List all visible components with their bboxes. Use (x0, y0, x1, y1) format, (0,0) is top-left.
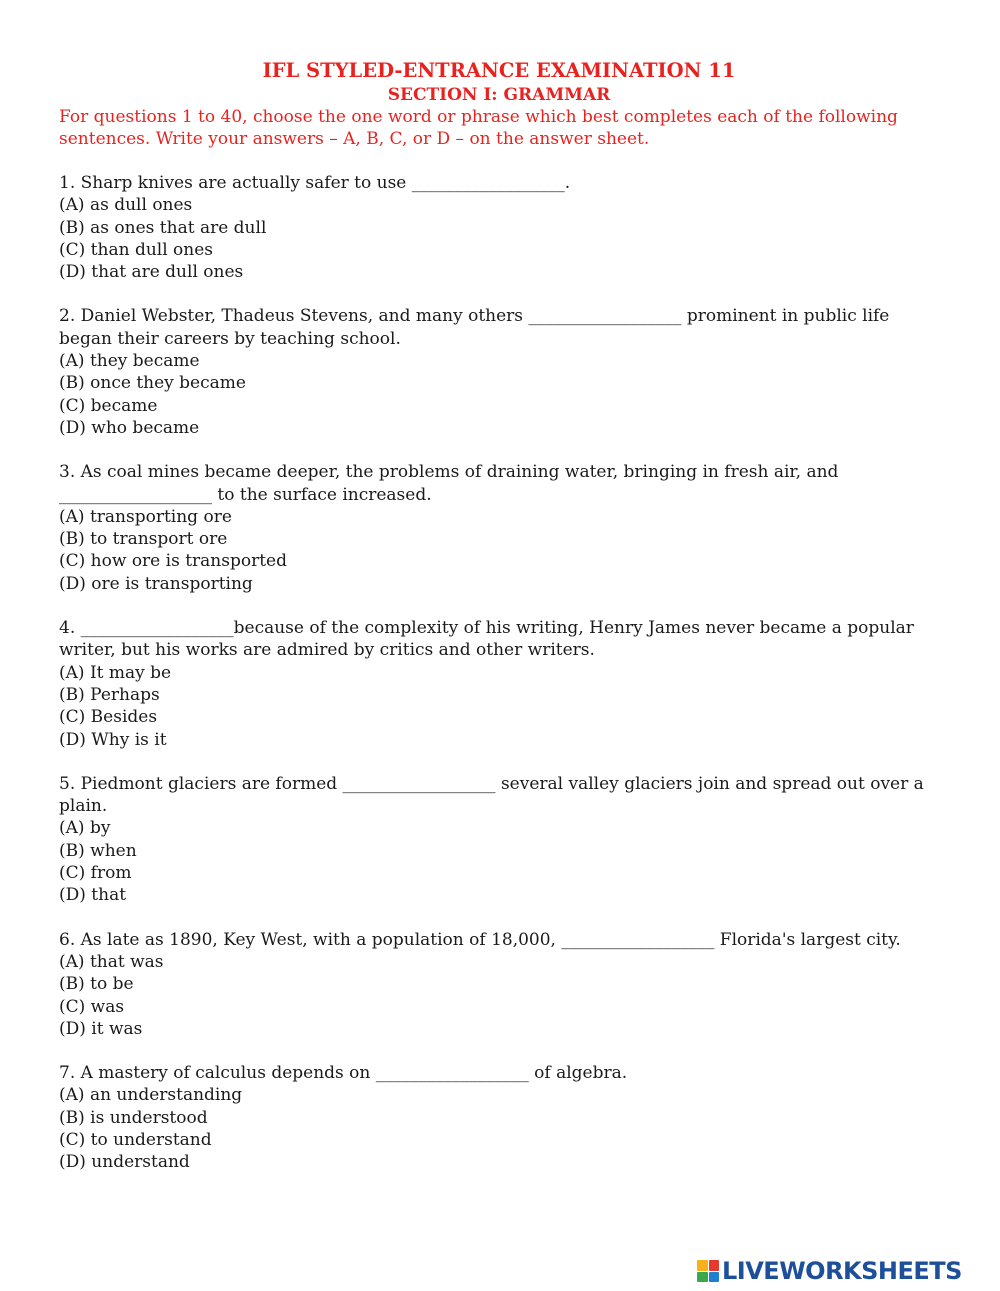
question-7 (59, 1062, 939, 1173)
question-stem: 1. Sharp knives are actually safer to use __________________. (59, 173, 571, 193)
option-a[interactable]: (A) an understanding (59, 1085, 243, 1106)
question-stem: 4. __________________because of the complexity of his writing, Henry James never became a popular writer, but his works are admired by critics and other writers. (59, 618, 914, 661)
option-c[interactable]: (C) became (59, 395, 158, 416)
question-stem: 7. A mastery of calculus depends on __________________ of algebra. (59, 1063, 628, 1084)
option-b[interactable]: (B) is understood (59, 1107, 208, 1128)
question-stem: 6. As late as 1890, Key West, with a population of 18,000, __________________ Florida's largest city. (59, 929, 901, 950)
option-d[interactable]: (D) that (59, 885, 127, 906)
logo-square-green (697, 1272, 708, 1283)
exam-title: IFL STYLED-ENTRANCE EXAMINATION 11 (262, 59, 736, 82)
option-c[interactable]: (C) to understand (59, 1129, 212, 1150)
option-c[interactable]: (C) than dull ones (59, 239, 214, 260)
option-d[interactable]: (D) it was (59, 1018, 143, 1039)
option-b[interactable]: (B) to be (59, 974, 134, 995)
option-b[interactable]: (B) Perhaps (59, 684, 160, 705)
logo-square-blue (709, 1272, 720, 1283)
option-d[interactable]: (D) who became (59, 417, 200, 438)
question-6 (59, 929, 939, 1040)
option-c[interactable]: (C) was (59, 996, 125, 1017)
logo-square-yellow (697, 1260, 708, 1271)
question-stem: 3. As coal mines became deeper, the problems of draining water, bringing in fresh air, and __________________ to the surface increased. (59, 462, 839, 505)
option-b[interactable]: (B) to transport ore (59, 529, 228, 550)
option-d[interactable]: (D) Why is it (59, 729, 167, 750)
instructions: For questions 1 to 40, choose the one word or phrase which best completes each of the following sentences. Write your answers – A, B, C, or D – on the answer sheet. (59, 107, 898, 149)
option-a[interactable]: (A) transporting ore (59, 506, 232, 527)
option-d[interactable]: (D) understand (59, 1152, 190, 1173)
option-a[interactable]: (A) they became (59, 351, 200, 372)
question-list (59, 172, 939, 1174)
question-stem: 5. Piedmont glaciers are formed __________________ several valley glaciers join and spread out over a plain. (59, 773, 924, 817)
liveworksheets-logo-icon (697, 1260, 719, 1282)
option-a[interactable]: (A) that was (59, 951, 164, 972)
option-b[interactable]: (B) when (59, 840, 137, 861)
question-3 (59, 461, 939, 595)
option-a[interactable]: (A) as dull ones (59, 195, 193, 216)
option-a[interactable]: (A) It may be (59, 662, 172, 683)
logo-square-red (709, 1260, 720, 1271)
option-a[interactable]: (A) by (59, 818, 111, 839)
question-5 (59, 773, 939, 907)
option-c[interactable]: (C) Besides (59, 707, 158, 728)
section-title: SECTION I: GRAMMAR (387, 85, 611, 105)
brand-name: LIVEWORKSHEETS (722, 1257, 962, 1285)
option-c[interactable]: (C) from (59, 863, 132, 884)
question-4 (59, 617, 939, 751)
question-2 (59, 305, 939, 439)
option-b[interactable]: (B) once they became (59, 373, 246, 394)
worksheet-page (59, 58, 939, 1196)
question-1 (59, 172, 939, 283)
option-b[interactable]: (B) as ones that are dull (59, 217, 267, 238)
option-d[interactable]: (D) that are dull ones (59, 262, 244, 283)
liveworksheets-brand (697, 1257, 997, 1285)
question-stem: 2. Daniel Webster, Thadeus Stevens, and many others __________________ prominent in public life began their careers by teaching school. (59, 306, 890, 349)
option-c[interactable]: (C) how ore is transported (59, 551, 287, 572)
option-d[interactable]: (D) ore is transporting (59, 573, 253, 594)
